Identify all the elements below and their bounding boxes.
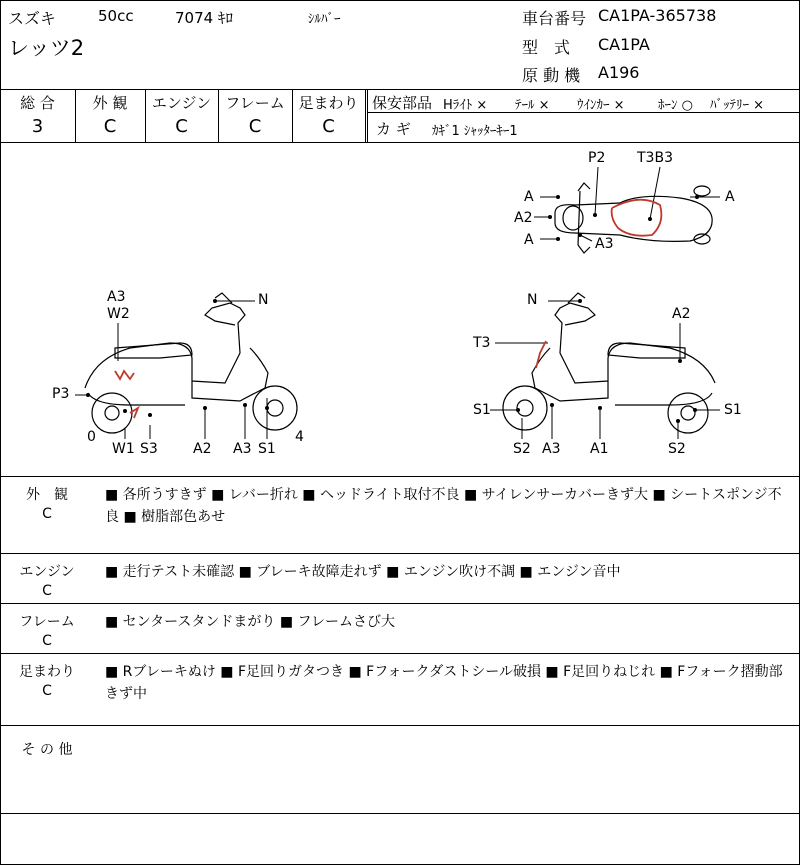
label-a2-left: A2 (193, 441, 212, 457)
remark-frame-label: フレーム (19, 614, 75, 630)
overall-grade: 3 (31, 116, 44, 137)
overall-label: 総 合 (20, 94, 55, 112)
exterior-grade: C (103, 116, 117, 137)
maker: スズキ (8, 9, 57, 28)
label-p3: P3 (52, 386, 70, 402)
damage-left-body (115, 371, 134, 379)
divider (367, 89, 368, 142)
label-a3-left: A3 (107, 289, 126, 305)
remark-exterior-text: ■ 各所うすきず ■ レバー折れ ■ ヘッドライト取付不良 ■ サイレンサーカバーきず大 ■ シートスポンジ不良 ■ 樹脂部色あせ (105, 487, 782, 525)
divider (0, 553, 800, 554)
remark-other-label: そ の 他 (21, 742, 73, 758)
label-n-right: N (527, 292, 538, 308)
divider (0, 89, 800, 90)
remark-exterior-label: 外 観 (26, 487, 68, 503)
horn-status: ﾎｰﾝ ○ (658, 98, 693, 113)
label-a3-top: A3 (595, 236, 614, 252)
key-label: カ ギ (376, 120, 411, 138)
tail-status: ﾃｰﾙ × (515, 98, 550, 113)
remark-engine-label: エンジン (19, 564, 75, 580)
remark-suspension-label: 足まわり (19, 664, 75, 680)
divider (365, 89, 366, 142)
divider (0, 813, 800, 814)
scooter-top-view (555, 183, 712, 253)
frame-grade: C (248, 116, 262, 137)
remark-suspension-grade: C (42, 683, 52, 699)
model-name: レッツ2 (8, 36, 85, 60)
safety-label: 保安部品 (372, 94, 433, 112)
battery-status: ﾊﾞｯﾃﾘｰ × (710, 98, 765, 113)
label-s1-right-left: S1 (473, 402, 491, 418)
label-t3b3: T3B3 (637, 150, 673, 166)
key-value: ｶｷﾞ1 ｼｬｯﾀｰｷｰ1 (432, 124, 518, 139)
mileage: 7074 ｷﾛ (175, 9, 233, 27)
label-s1-left: S1 (258, 441, 276, 457)
label-t3: T3 (473, 335, 491, 351)
label-a1: A1 (590, 441, 609, 457)
remark-frame-grade: C (42, 633, 52, 649)
headlight-status: Hﾗｲﾄ × (443, 98, 488, 113)
frame-no: CA1PA-365738 (598, 6, 717, 25)
divider (0, 653, 800, 654)
type-label: 型 式 (522, 38, 571, 57)
remark-exterior-grade: C (42, 506, 52, 522)
divider (0, 476, 800, 477)
label-n-left: N (258, 292, 269, 308)
label-s1-right-right: S1 (724, 402, 742, 418)
label-four: 4 (295, 429, 304, 445)
remark-engine-grade: C (42, 583, 52, 599)
frame-no-label: 車台番号 (522, 9, 587, 28)
divider (0, 725, 800, 726)
remark-engine-text: ■ 走行テスト未確認 ■ ブレーキ故障走れず ■ エンジン吹け不調 ■ エンジン音中 (105, 564, 621, 580)
label-a-bottom-left: A (524, 232, 534, 248)
label-p2: P2 (588, 150, 606, 166)
label-w2: W2 (107, 306, 130, 322)
suspension-grade-label: 足まわり (298, 94, 359, 112)
label-a3-right: A3 (542, 441, 561, 457)
label-s2-right-right: S2 (668, 441, 686, 457)
type-value: CA1PA (598, 35, 650, 54)
damage-marks (115, 200, 661, 418)
remark-frame-text: ■ センタースタンドまがり ■ フレームさび大 (105, 614, 395, 630)
label-a-top-left: A (524, 189, 534, 205)
remark-suspension-text: ■ Rブレーキぬけ ■ F足回りガタつき ■ Fフォークダストシール破損 ■ F足回りねじれ ■ Fフォーク摺動部きず中 (105, 664, 783, 702)
winker-status: ｳｲﾝｶｰ × (577, 98, 625, 113)
engine-grade-label: エンジン (151, 94, 212, 112)
frame-grade-label: フレーム (225, 94, 285, 112)
divider (0, 603, 800, 604)
label-a-top-right: A (725, 189, 735, 205)
damage-seat-top (612, 200, 662, 236)
engine-label: 原 動 機 (522, 66, 581, 85)
displacement: 50cc (98, 7, 134, 25)
suspension-grade: C (322, 116, 335, 137)
label-w1: W1 (112, 441, 135, 457)
marker-dots (86, 195, 699, 423)
leader-lines (75, 167, 720, 439)
exterior-label: 外 観 (92, 94, 128, 112)
label-a2-right: A2 (672, 306, 691, 322)
engine-value: A196 (598, 63, 640, 82)
label-s3: S3 (140, 441, 158, 457)
color: ｼﾙﾊﾞｰ (308, 12, 341, 27)
label-s2-right-left: S2 (513, 441, 531, 457)
label-a3b-left: A3 (233, 441, 252, 457)
engine-grade: C (175, 116, 188, 137)
label-zero: 0 (87, 429, 96, 445)
label-a2-top: A2 (514, 210, 533, 226)
